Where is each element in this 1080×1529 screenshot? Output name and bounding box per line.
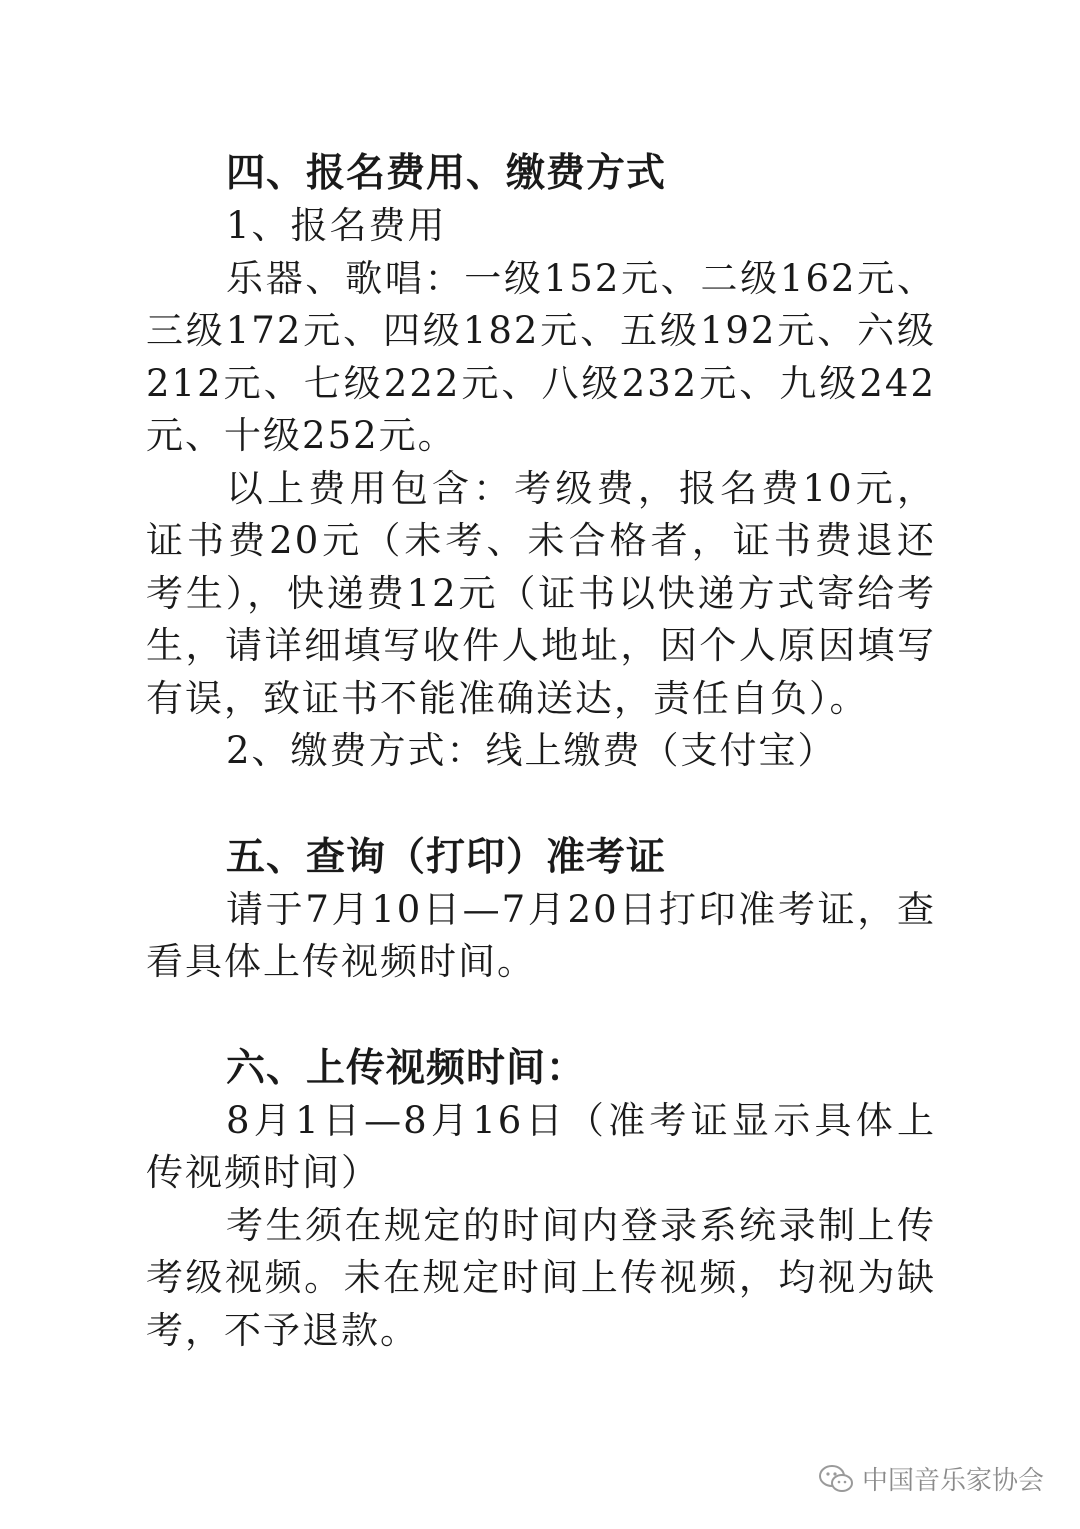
fee-list: 乐器、歌唱：一级152元、二级162元、三级172元、四级182元、五级192元、六级212元、七级222元、八级232元、九级242元、十级252元。 [146,256,936,457]
upload-notice-text: 考生须在规定的时间内登录系统录制上传考级视频。未在规定时间上传视频，均视为缺考，不予退款。 [146,1203,936,1352]
section-upload-time [146,1043,936,1358]
section-heading-ticket: 五、查询（打印）准考证 [226,834,667,880]
fee-includes: 以上费用包含：考级费，报名费10元，证书费20元（未考、未合格者，证书费退还考生），快递费12元（证书以快递方式寄给考生，请详细填写收件人地址，因个人原因填写有误，致证书不能准确送达，责任自负）。 [146,466,936,720]
payment-method: 2、缴费方式：线上缴费（支付宝） [226,729,837,772]
section-fees [146,148,936,778]
document-page [146,148,936,1357]
section-admission-ticket [146,832,936,989]
watermark-text: 中国音乐家协会 [861,1466,1044,1496]
upload-time-text: 8月1日—8月16日（准考证显示具体上传视频时间） [146,1098,936,1194]
section-heading-fees: 四、报名费用、缴费方式 [226,151,667,196]
section-heading-upload: 六、上传视频时间： [226,1045,587,1091]
wechat-icon [818,1464,854,1494]
ticket-text: 请于7月10日—7月20日打印准考证，查看具体上传视频时间。 [146,887,936,983]
wechat-watermark [818,1460,1044,1497]
fee-subtitle: 1、报名费用 [226,204,447,247]
